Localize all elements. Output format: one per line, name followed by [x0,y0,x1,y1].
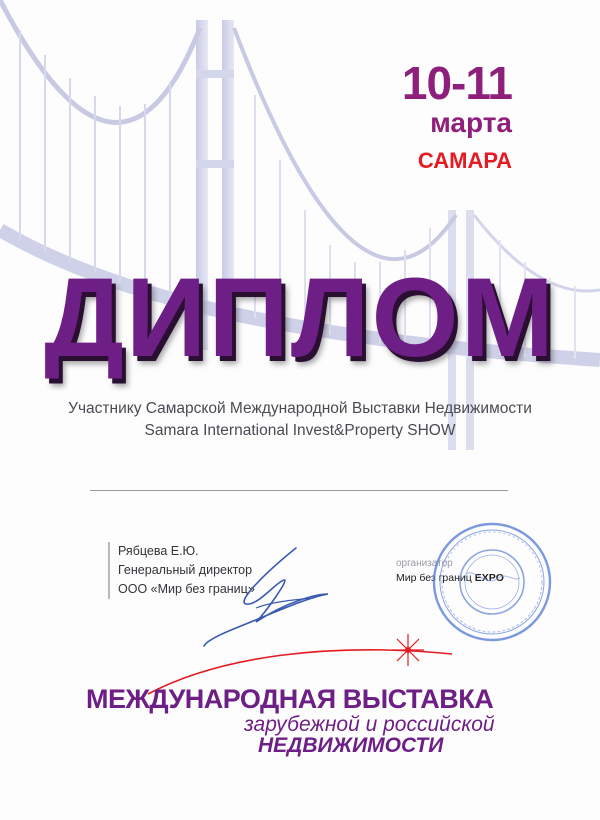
footer-line-1: МЕЖДУНАРОДНАЯ ВЫСТАВКА [86,684,494,714]
signatory-company: ООО «Мир без границ» [118,582,255,596]
organizer-label: организатор [396,558,453,569]
organizer-name-prefix: Мир без границ [396,572,472,584]
signatory-name: Рябцева Е.Ю. [118,544,199,558]
footer-line-3: НЕДВИЖИМОСТИ [258,734,444,757]
diploma-title: ДИПЛОМ [44,255,556,380]
diploma-subtitle [0,398,600,442]
event-month: марта [430,107,512,138]
footer-line-2: зарубежной и российской [244,713,495,736]
event-dates: 10-11 [401,57,512,109]
subtitle-english: Samara International Invest&Property SHOW [144,422,456,439]
organizer-name-suffix: EXPO [474,572,504,584]
company-seal [428,518,556,646]
signatory-position: Генеральный директор [118,563,253,577]
event-city: САМАРА [417,148,512,173]
event-date-block [401,57,512,174]
recipient-line [90,490,508,491]
subtitle-russian: Участнику Самарской Международной Выставки Недвижимости [68,400,532,417]
